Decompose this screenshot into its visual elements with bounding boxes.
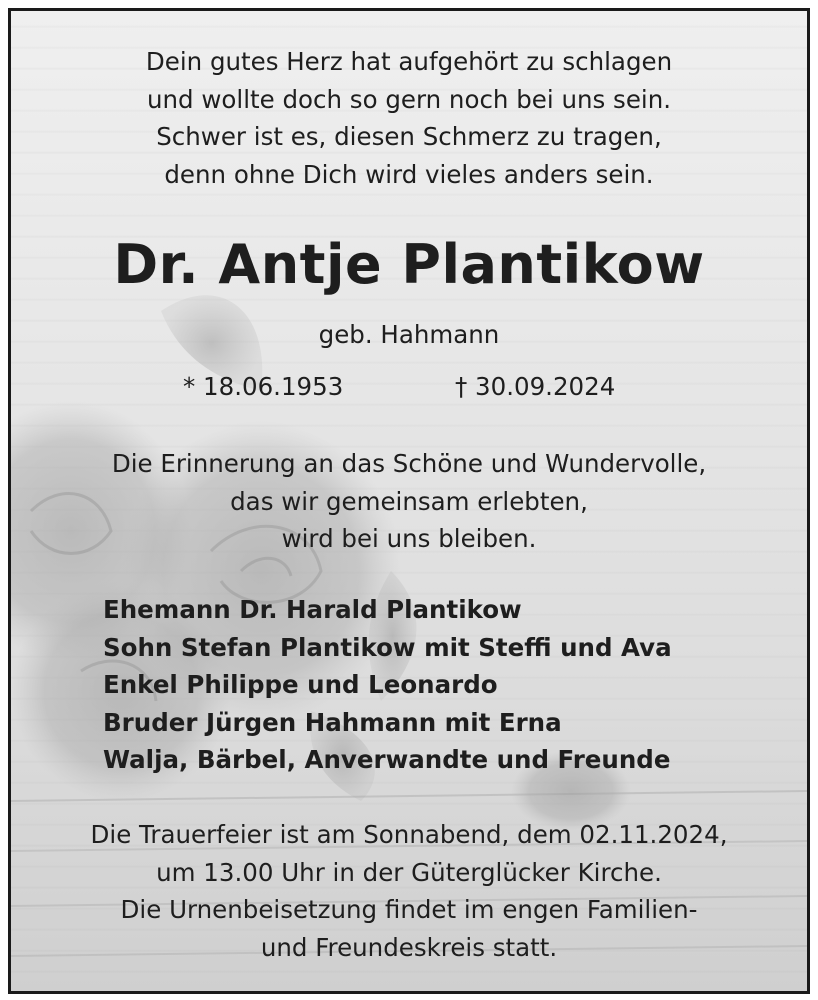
service-line: und Freundeskreis statt.: [260, 932, 558, 962]
poem: [11, 43, 807, 193]
poem-line: Dein gutes Herz hat aufgehört zu schlagen: [145, 47, 673, 76]
service-line: Die Urnenbeisetzung findet im engen Familien-: [120, 895, 698, 924]
family-member: Enkel Philippe und Leonardo: [103, 670, 498, 699]
family-member: Bruder Jürgen Hahmann mit Erna: [103, 707, 562, 737]
memory-quote: [11, 445, 807, 558]
obituary-frame: [8, 8, 810, 994]
poem-line: denn ohne Dich wird vieles anders sein.: [164, 159, 654, 189]
death-date: † 30.09.2024: [455, 372, 616, 401]
family-member: Walja, Bärbel, Anverwandte und Freunde: [103, 745, 671, 774]
memory-line: Die Erinnerung an das Schöne und Wundervolle,: [111, 449, 707, 478]
poem-line: und wollte doch so gern noch bei uns sein.: [146, 84, 672, 114]
service-line: um 13.00 Uhr in der Güterglücker Kirche.: [156, 857, 662, 887]
birth-date: * 18.06.1953: [183, 372, 344, 401]
birth-name: geb. Hahmann: [318, 320, 500, 349]
family-member: Ehemann Dr. Harald Plantikow: [103, 595, 522, 624]
family-member: Sohn Stefan Plantikow mit Steffi und Ava: [103, 632, 672, 662]
service-info: [11, 816, 807, 966]
deceased-name: Dr. Antje Plantikow: [113, 233, 705, 296]
memory-line: das wir gemeinsam erlebten,: [230, 486, 588, 516]
service-line: Die Trauerfeier ist am Sonnabend, dem 02.11.2024,: [90, 820, 728, 849]
memory-line: wird bei uns bleiben.: [281, 524, 537, 553]
family-list: [103, 591, 672, 779]
obituary-content: [11, 11, 807, 991]
poem-line: Schwer ist es, diesen Schmerz zu tragen,: [156, 122, 662, 151]
